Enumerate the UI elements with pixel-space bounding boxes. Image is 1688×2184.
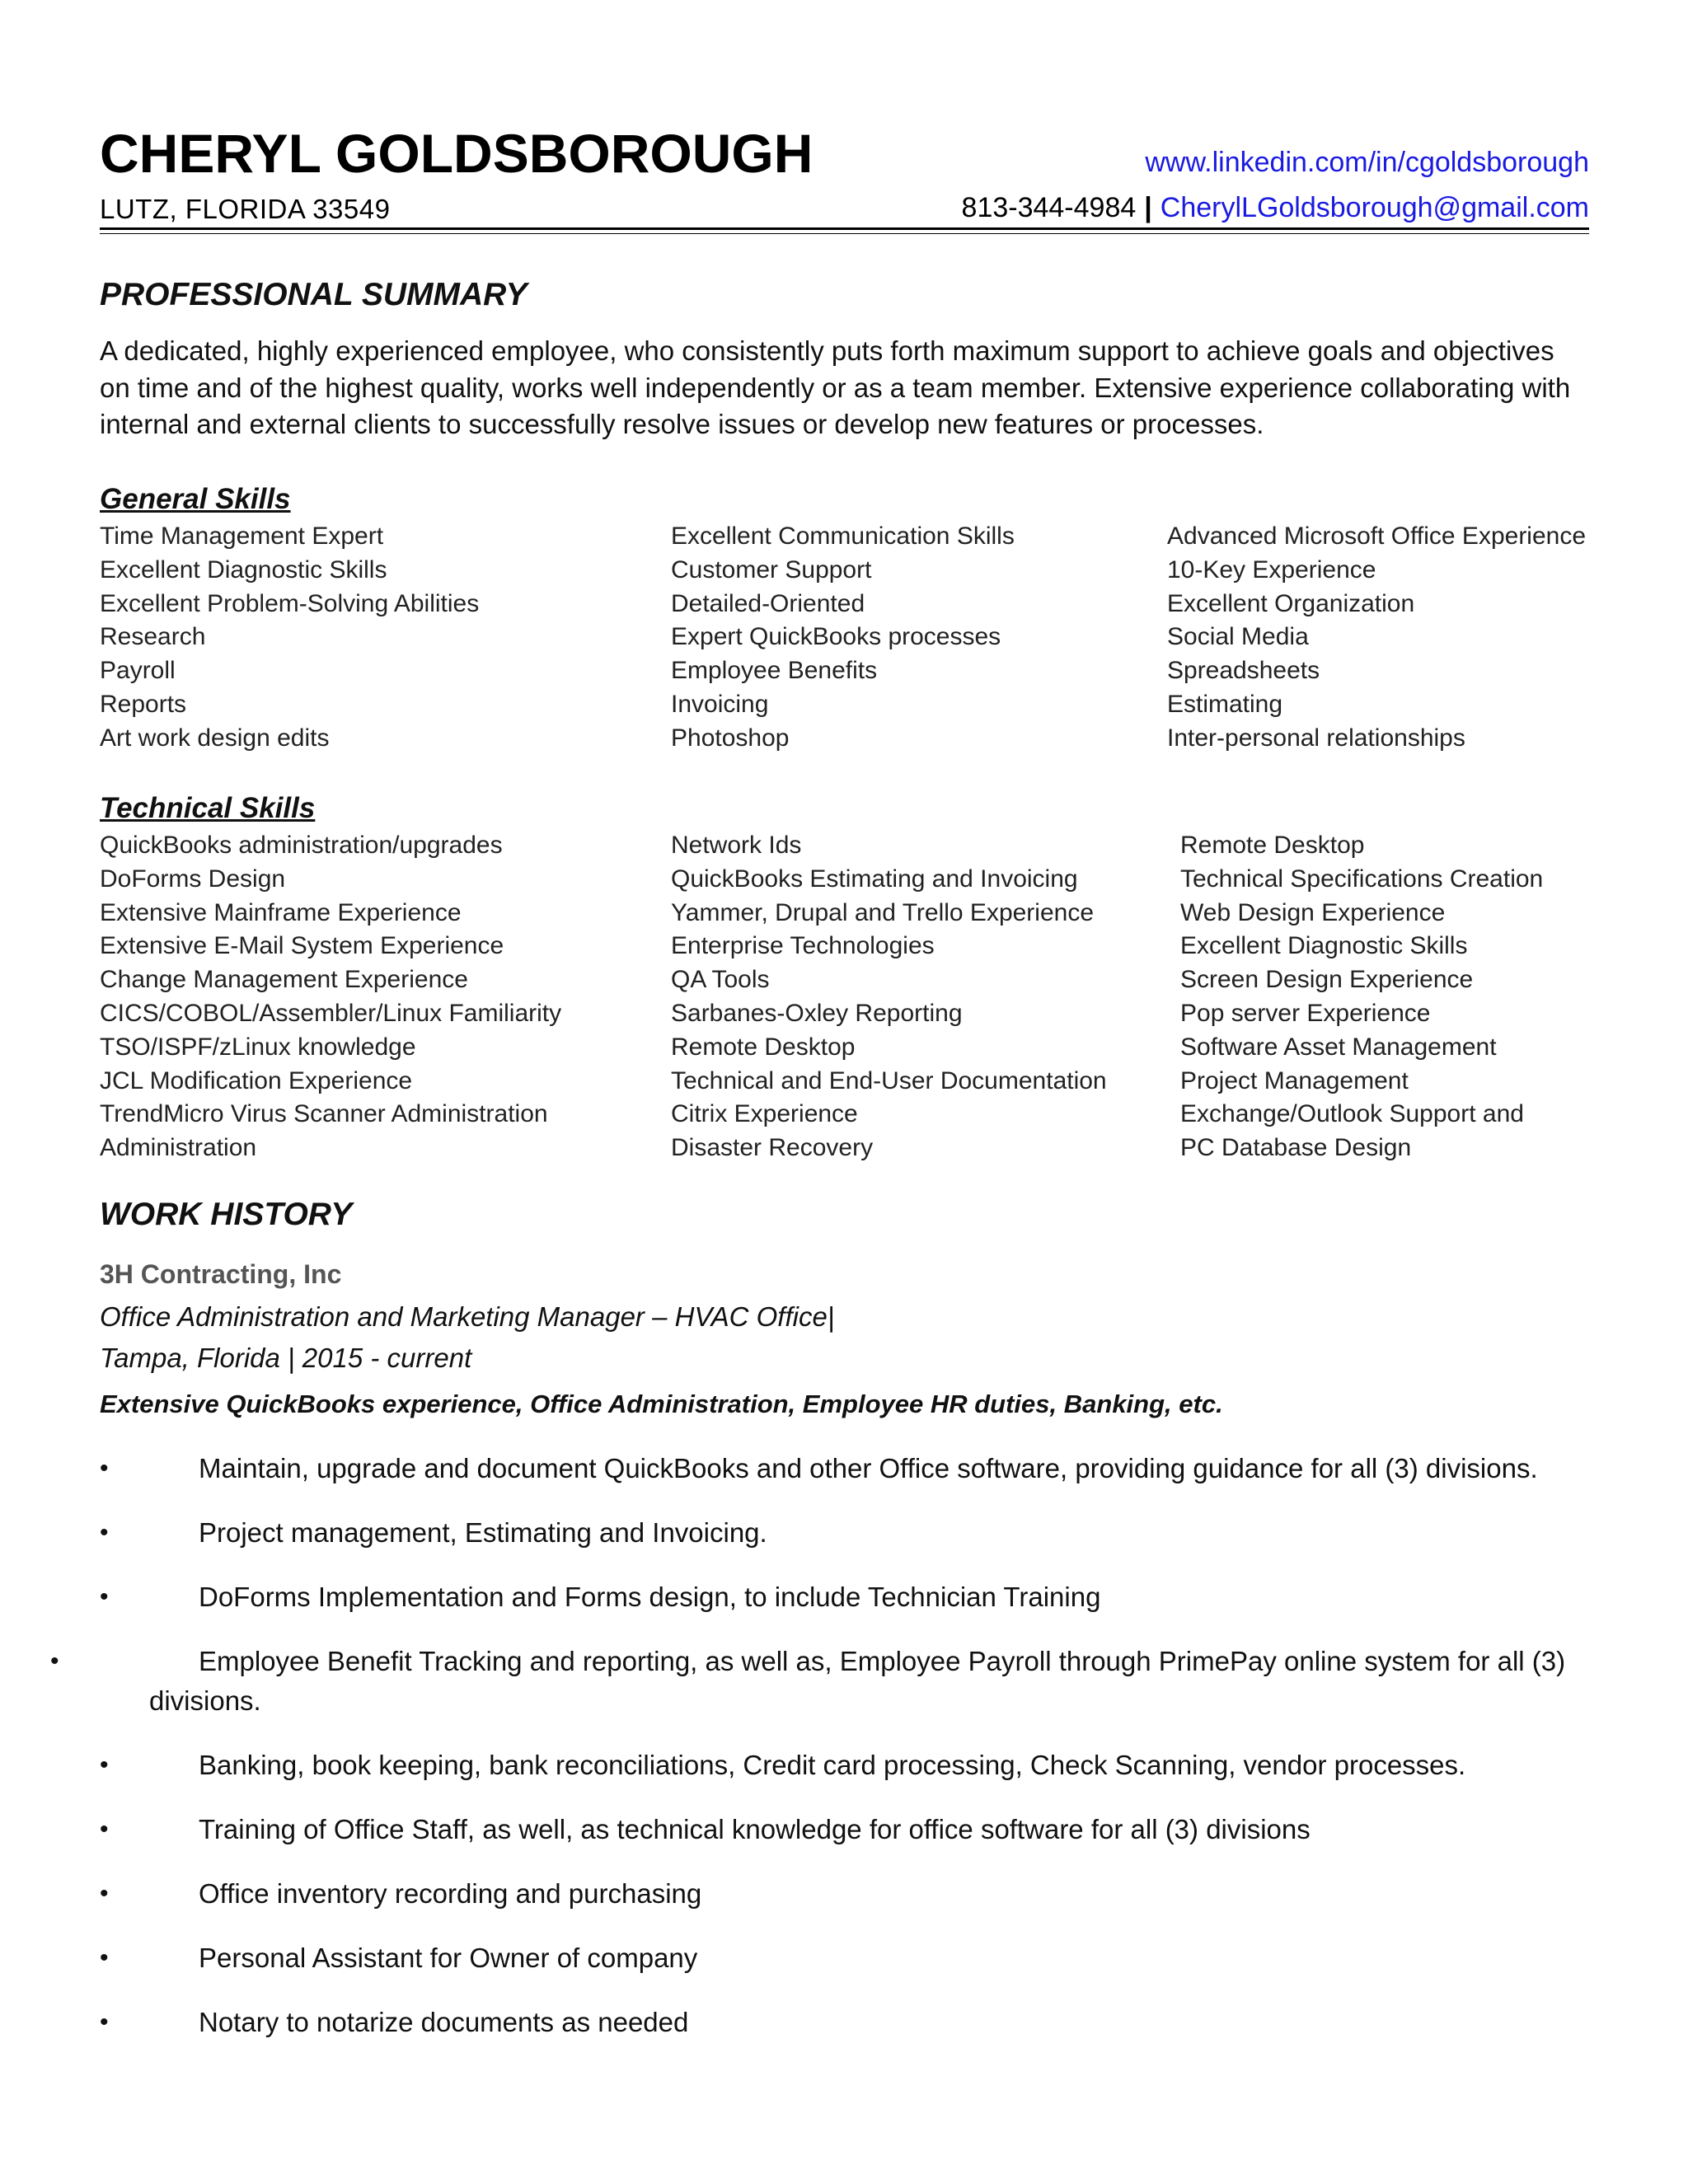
general-skills-column-1 (100, 520, 479, 756)
skill-item: QuickBooks administration/upgrades (100, 832, 503, 859)
skill-item: Network Ids (671, 832, 802, 859)
skill-item: Disaster Recovery (671, 1134, 874, 1162)
linkedin-link[interactable]: www.linkedin.com/in/cgoldsborough (1145, 147, 1589, 178)
duty-item (100, 1810, 1589, 1849)
skill-item: 10-Key Experience (1167, 555, 1376, 583)
technical-skills-heading: Technical Skills (100, 792, 316, 824)
duty-item (100, 1513, 1589, 1553)
duty-text: Maintain, upgrade and document QuickBooks and other Office software, providing guidance for all (3) divisions. (199, 1453, 1538, 1483)
skill-item: Remote Desktop (1180, 832, 1365, 859)
duty-text: DoForms Implementation and Forms design, to include Technician Training (199, 1582, 1101, 1612)
skill-item: Excellent Organization (1167, 589, 1415, 617)
candidate-name: CHERYL GOLDSBOROUGH (100, 123, 814, 184)
skill-item: Inter-personal relationships (1167, 724, 1465, 752)
skill-item: Technical and End-User Documentation (671, 1066, 1107, 1094)
skill-item: QuickBooks Estimating and Invoicing (671, 865, 1078, 893)
skill-item: Excellent Problem-Solving Abilities (100, 589, 480, 617)
summary-text: A dedicated, highly experienced employee, who consistently puts forth maximum support to achieve goals and objectives on time and of the highest quality, works well independently or as a team member. Extensive experience collaborating with internal and external clients to successfully resolve issues or develop new features or processes. (100, 335, 1571, 439)
skill-item: Research (100, 623, 206, 651)
address: LUTZ, FLORIDA 33549 (100, 194, 391, 224)
duty-text: Office inventory recording and purchasing (199, 1878, 702, 1909)
skill-item: Employee Benefits (671, 657, 878, 685)
job-summary: Extensive QuickBooks experience, Office Administration, Employee HR duties, Banking, etc. (100, 1390, 1223, 1418)
duty-item (100, 1449, 1589, 1488)
skill-item: Advanced Microsoft Office Experience (1167, 523, 1587, 550)
skill-item: Change Management Experience (100, 966, 468, 994)
skill-item: Web Design Experience (1180, 898, 1446, 926)
bullet-icon: • (100, 1519, 109, 1546)
duty-item (100, 1746, 1589, 1785)
skill-item: Spreadsheets (1167, 657, 1320, 685)
bullet-icon: • (100, 2008, 109, 2036)
technical-skills-column-1 (100, 829, 561, 1165)
skill-item: PC Database Design (1180, 1134, 1412, 1162)
job-location-dates: Tampa, Florida | 2015 - current (100, 1343, 472, 1373)
work-history-heading: WORK HISTORY (100, 1197, 353, 1232)
skill-item: Pop server Experience (1180, 999, 1431, 1027)
skill-item: Excellent Communication Skills (671, 523, 1015, 550)
bullet-icon: • (50, 1647, 59, 1675)
skill-item: Payroll (100, 657, 176, 685)
skill-item: CICS/COBOL/Assembler/Linux Familiarity (100, 999, 562, 1027)
duty-item (100, 2003, 1589, 2042)
bullet-icon: • (100, 1880, 109, 1907)
skill-item: Technical Specifications Creation (1180, 865, 1544, 893)
duties-list (50, 1449, 1589, 2067)
skill-item: TSO/ISPF/zLinux knowledge (100, 1033, 416, 1061)
skill-item: Software Asset Management (1180, 1033, 1497, 1061)
skill-item: Reports (100, 690, 187, 718)
company-name: 3H Contracting, Inc (100, 1259, 342, 1289)
skill-item: Enterprise Technologies (671, 932, 935, 960)
duty-item (100, 1938, 1589, 1978)
duty-text: Training of Office Staff, as well, as technical knowledge for office software for all (3) divisions (199, 1814, 1311, 1844)
skill-item: Customer Support (671, 555, 872, 583)
duty-text: Personal Assistant for Owner of company (199, 1943, 698, 1973)
skill-item: Social Media (1167, 623, 1309, 651)
skill-item: Extensive Mainframe Experience (100, 898, 462, 926)
general-skills-heading: General Skills (100, 483, 291, 515)
skill-item: Expert QuickBooks processes (671, 623, 1001, 651)
skill-item: Screen Design Experience (1180, 966, 1474, 994)
skill-item: Citrix Experience (671, 1100, 858, 1128)
duty-text: Project management, Estimating and Invoicing. (199, 1517, 767, 1548)
summary-heading: PROFESSIONAL SUMMARY (100, 277, 528, 312)
skill-item: Yammer, Drupal and Trello Experience (671, 898, 1095, 926)
skill-item: TrendMicro Virus Scanner Administration (100, 1100, 548, 1128)
skill-item: Remote Desktop (671, 1033, 856, 1061)
job-title: Office Administration and Marketing Manager – HVAC Office| (100, 1301, 835, 1332)
duty-text: Employee Benefit Tracking and reporting, as well as, Employee Payroll through PrimePay online system for all (3) divisions. (149, 1646, 1566, 1716)
bullet-icon: • (100, 1816, 109, 1843)
email-link[interactable]: CherylLGoldsborough@gmail.com (1160, 192, 1589, 223)
duty-item (100, 1577, 1589, 1617)
contact-line (962, 190, 1589, 226)
header-rule-thin (100, 233, 1589, 234)
skill-item: Invoicing (671, 690, 769, 718)
skill-item: Exchange/Outlook Support and (1180, 1100, 1524, 1128)
skill-item: Excellent Diagnostic Skills (1180, 932, 1468, 960)
phone-number: 813-344-4984 (961, 192, 1137, 223)
technical-skills-column-2 (671, 829, 1107, 1165)
duty-text: Banking, book keeping, bank reconciliations, Credit card processing, Check Scanning, vendor processes. (199, 1750, 1466, 1780)
skill-item: Excellent Diagnostic Skills (100, 555, 387, 583)
general-skills-column-3 (1167, 520, 1586, 756)
skill-item: Estimating (1167, 690, 1283, 718)
skill-item: Photoshop (671, 724, 790, 752)
general-skills-column-2 (671, 520, 1015, 756)
bullet-icon: • (100, 1944, 109, 1971)
bullet-icon: • (100, 1583, 109, 1610)
skill-item: Detailed-Oriented (671, 589, 865, 617)
skill-item: Art work design edits (100, 724, 330, 752)
bullet-icon: • (100, 1455, 109, 1482)
skill-item: Administration (100, 1134, 257, 1162)
technical-skills-column-3 (1180, 829, 1543, 1165)
contact-separator: | (1144, 192, 1152, 223)
skill-item: DoForms Design (100, 865, 286, 893)
skill-item: JCL Modification Experience (100, 1066, 413, 1094)
header-rule-thick (100, 227, 1589, 230)
skill-item: Project Management (1180, 1066, 1409, 1094)
skill-item: Sarbanes-Oxley Reporting (671, 999, 963, 1027)
duty-item (50, 1642, 1589, 1721)
duty-text: Notary to notarize documents as needed (199, 2007, 689, 2037)
duty-item (100, 1874, 1589, 1914)
bullet-icon: • (100, 1751, 109, 1779)
skill-item: Time Management Expert (100, 523, 384, 550)
skill-item: QA Tools (671, 966, 770, 994)
skill-item: Extensive E-Mail System Experience (100, 932, 504, 960)
